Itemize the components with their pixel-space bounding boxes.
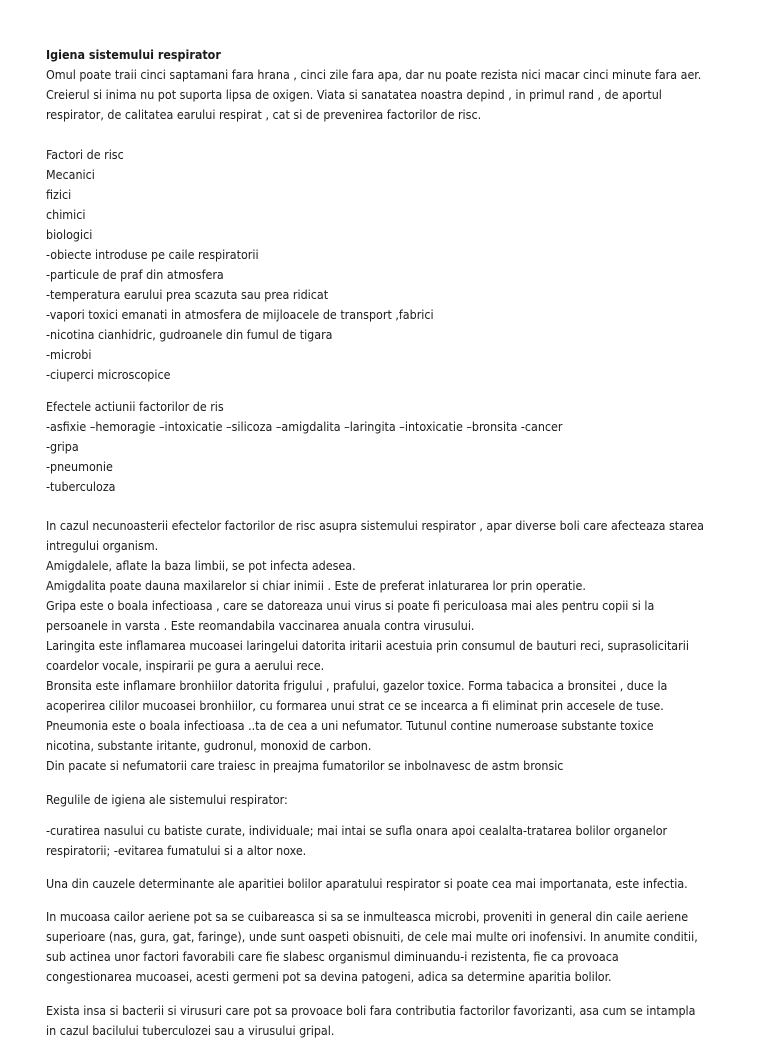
effects-item: -gripa xyxy=(46,439,79,454)
risk-category: Mecanici xyxy=(46,167,95,182)
infection-cause-paragraph: Una din cauzele determinante ale aparitiei bolilor aparatului respirator si poate cea mai importanata, este infectia. xyxy=(46,876,688,891)
risk-factors-heading: Factori de risc xyxy=(46,147,124,162)
effects-item: -pneumonie xyxy=(46,459,113,474)
intro-line: Omul poate traii cinci saptamani fara hrana , cinci zile fara apa, dar nu poate rezista nici macar cinci minute fara aer. xyxy=(46,67,702,82)
diseases-line: Din pacate si nefumatorii care traiesc in preajma fumatorilor se inbolnavesc de astm bronsic xyxy=(46,758,564,773)
diseases-line: Laringita este inflamarea mucoasei laringelui datorita iritarii acestuia prin consumul de bauturi reci, suprasolicitarii xyxy=(46,638,689,653)
rules-line: -curatirea nasului cu batiste curate, individuale; mai intai se sufla onara apoi cealalta-tratarea bolilor organelor xyxy=(46,823,668,838)
risk-category: biologici xyxy=(46,227,93,242)
risk-item: -particule de praf din atmosfera xyxy=(46,267,224,282)
diseases-line: In cazul necunoasterii efectelor factorilor de risc asupra sistemului respirator , apar diverse boli care afecteaza starea xyxy=(46,518,704,533)
risk-category: fizici xyxy=(46,187,72,202)
diseases-line: Amigdalita poate dauna maxilarelor si chiar inimii . Este de preferat inlaturarea lor prin operatie. xyxy=(46,578,586,593)
intro-line: Creierul si inima nu pot suporta lipsa de oxigen. Viata si sanatatea noastra depind , in primul rand , de aportul xyxy=(46,87,662,102)
rules-line: respiratorii; -evitarea fumatului si a altor noxe. xyxy=(46,843,307,858)
diseases-line: Pneumonia este o boala infectioasa ..ta de cea a uni nefumator. Tutunul contine numeroase substante toxice xyxy=(46,718,654,733)
mucosa-line: congestionarea mucoasei, acesti germeni pot sa devina patogeni, adica sa determine aparitia bolilor. xyxy=(46,969,612,984)
diseases-line: coardelor vocale, inspirarii pe gura a aerului rece. xyxy=(46,658,325,673)
effects-heading: Efectele actiunii factorilor de ris xyxy=(46,399,224,414)
risk-category: chimici xyxy=(46,207,86,222)
diseases-line: Gripa este o boala infectioasa , care se datoreaza unui virus si poate fi periculoasa mai ales pentru copii si la xyxy=(46,598,655,613)
diseases-line: persoanele in varsta . Este reomandabila vaccinarea anuala contra virusului. xyxy=(46,618,475,633)
diseases-line: nicotina, substante iritante, gudronul, monoxid de carbon. xyxy=(46,738,372,753)
risk-item: -vapori toxici emanati in atmosfera de mijloacele de transport ,fabrici xyxy=(46,307,434,322)
risk-item: -obiecte introduse pe caile respiratorii xyxy=(46,247,259,262)
risk-item: -nicotina cianhidric, gudroanele din fumul de tigara xyxy=(46,327,333,342)
bacteria-line: in cazul bacilului tuberculozei sau a virusului gripal. xyxy=(46,1023,335,1038)
mucosa-line: In mucoasa cailor aeriene pot sa se cuibareasca si sa se inmulteasca microbi, proveniti in general din caile aeriene xyxy=(46,909,689,924)
document-title: Igiena sistemului respirator xyxy=(46,47,221,62)
risk-item: -ciuperci microscopice xyxy=(46,367,171,382)
diseases-line: Amigdalele, aflate la baza limbii, se pot infecta adesea. xyxy=(46,558,356,573)
diseases-line: intregului organism. xyxy=(46,538,159,553)
bacteria-line: Exista insa si bacterii si virusuri care pot sa provoace boli fara contributia factorilor favorizanti, asa cum se intampla xyxy=(46,1003,696,1018)
effects-item: -asfixie –hemoragie –intoxicatie –silicoza –amigdalita –laringita –intoxicatie –bronsita -cancer xyxy=(46,419,563,434)
intro-line: respirator, de calitatea earului respirat , cat si de prevenirea factorilor de risc. xyxy=(46,107,482,122)
risk-item: -microbi xyxy=(46,347,92,362)
diseases-line: Bronsita este inflamare bronhiilor datorita frigului , prafului, gazelor toxice. Forma tabacica a bronsitei , duce la xyxy=(46,678,668,693)
rules-heading: Regulile de igiena ale sistemului respirator: xyxy=(46,792,288,807)
risk-item: -temperatura earului prea scazuta sau prea ridicat xyxy=(46,287,329,302)
mucosa-line: superioare (nas, gura, gat, faringe), unde sunt oaspeti obisnuiti, de cele mai multe ori inofensivi. In anumite conditii, xyxy=(46,929,698,944)
diseases-line: acoperirea cililor mucoasei bronhiilor, cu formarea unui strat ce se incearca a fi eliminat prin accesele de tuse. xyxy=(46,698,664,713)
effects-item: -tuberculoza xyxy=(46,479,116,494)
mucosa-line: sub actinea unor factori favorabili care fie slabesc organismul diminuandu-i rezistenta, fie ca provoaca xyxy=(46,949,619,964)
